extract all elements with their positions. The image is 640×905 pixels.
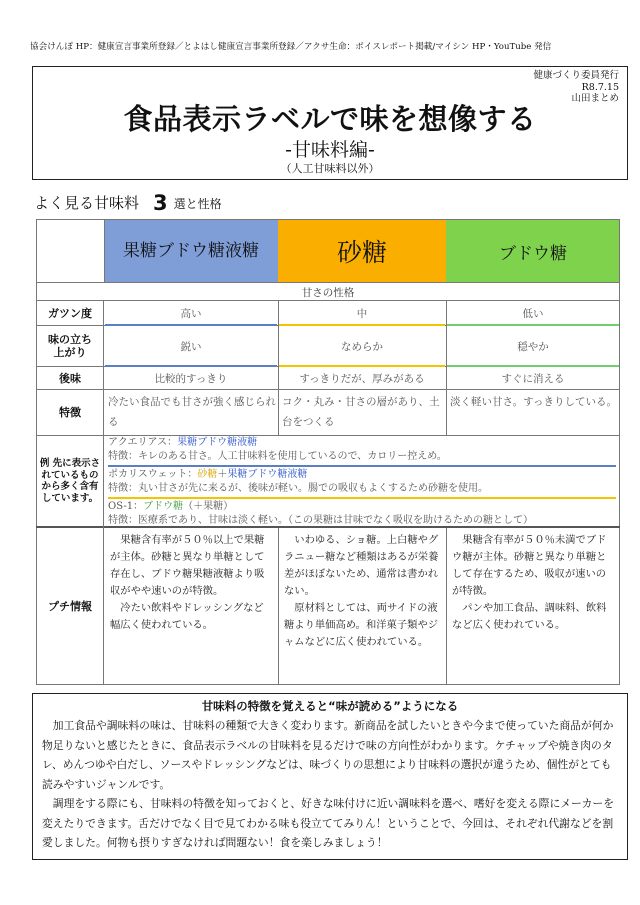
color-band: [447, 365, 619, 367]
issue-date: R8.7.15: [581, 81, 619, 93]
impact-sugar: 中: [356, 307, 368, 320]
table-divider: [36, 435, 620, 436]
tip-hfcs: [110, 532, 272, 634]
table-border-left: [36, 219, 37, 685]
column-header-glucose: ブドウ糖: [446, 220, 620, 282]
tip-paragraph: いわゆる、ショ糖。上白糖やグラニュー糖など種類はあるが栄養差がほぼないため、通常は書かれない。: [284, 534, 439, 597]
example-ingredient: 砂糖: [197, 469, 218, 480]
features-glucose: 淡く軽い甘さ。すっきりしている。: [450, 396, 617, 408]
section-heading: [34, 191, 222, 215]
row-label-aftertaste: 後味: [59, 371, 81, 385]
sweetener-table: [36, 219, 620, 685]
row-label-onset: 味の立ち上がり: [48, 333, 92, 359]
tips-label: プチ情報: [48, 600, 92, 613]
author-name: 山田まとめ: [571, 93, 619, 104]
example-ingredient: 果糖ブドウ糖液糖: [227, 469, 308, 480]
page-title: 食品表示ラベルで味を想像する: [123, 102, 537, 136]
column-header-hfcs: 果糖ブドウ糖液糖: [104, 220, 278, 282]
example-product-aquarius: [108, 437, 257, 449]
page-subtitle: -甘味料編-: [285, 139, 375, 161]
color-band: [279, 365, 445, 367]
example-ingredient: ブドウ糖: [143, 501, 184, 512]
table-divider-vertical: [278, 528, 279, 685]
row-label-features: 特徴: [59, 406, 81, 419]
subtitle-note: （人工甘味料以外）: [280, 162, 380, 175]
color-band: [108, 465, 616, 467]
tip-paragraph: 原材料としては、両サイドの液糖より単価高め。和洋菓子類やジャムなどに広く使われている。: [284, 602, 439, 648]
tip-glucose: [452, 532, 614, 634]
example-product-name: アクエリアス：: [108, 437, 178, 448]
example-product-name: OS-1：: [108, 501, 144, 512]
table-divider-vertical: [446, 300, 447, 436]
tip-sugar: [284, 532, 440, 651]
aftertaste-hfcs: 比較的すっきり: [154, 372, 228, 385]
header-note: 協会けんぽ HP：健康宣言事業所登録／とよはし健康宣言事業所登録／アクサ生命：ボイスレポート掲載/マイシン HP・YouTube 発信: [30, 42, 552, 52]
sweetness-header: 甘さの性格: [301, 286, 355, 299]
summary-body: [42, 716, 620, 853]
color-band: [279, 324, 445, 326]
section-heading-suffix: 選と性格: [173, 197, 222, 211]
example-feature-os1: 特徴：医療系であり、甘味は淡く軽い。（この果糖は甘味でなく吸収を助けるための糖として）: [108, 515, 533, 526]
table-divider-vertical: [104, 219, 105, 283]
examples-area: [108, 436, 618, 526]
example-product-pocari: [108, 469, 307, 481]
table-divider: [36, 282, 620, 283]
example-feature-pocari: 特徴：丸い甘さが先に来るが、後味が軽い。腸での吸収もよくするため砂糖を使用。: [108, 483, 488, 494]
tip-paragraph: パンや加工食品、調味料、飲料など広く使われている。: [452, 602, 607, 631]
tip-paragraph: 果糖含有率が５０％未満でブドウ糖が主体。砂糖と異なり単糖として存在するため、吸収が速いのが特徴。: [452, 534, 607, 597]
onset-glucose: 穏やか: [517, 340, 549, 353]
title-box: [32, 66, 628, 180]
table-divider: [36, 526, 620, 528]
aftertaste-glucose: すぐに消える: [501, 372, 565, 385]
examples-label: 例 先に表示されているものから多く含有しています。: [39, 458, 101, 504]
color-band: [105, 324, 277, 326]
color-band: [447, 324, 619, 326]
onset-hfcs: 鋭い: [180, 340, 202, 353]
color-band: [105, 365, 277, 367]
summary-heading: 甘味料の特徴を覚えると“味が読める”ようになる: [201, 699, 459, 713]
summary-paragraph: 加工食品や調味料の味は、甘味料の種類で大きく変わります。新商品を試したいときや今まで使っていた商品が何か物足りないと感じたときに、食品表示ラベルの甘味料を見るだけで味の方向性がわかります。ケチャップや焼き肉のタレ、めんつゆや白だし、ソースやドレッシングなどは、味づくりの思想により甘味料の選択が違うため、個性がとても読みやすいジャンルです。: [42, 719, 614, 791]
table-divider-vertical: [446, 528, 447, 685]
aftertaste-sugar: すっきりだが、厚みがある: [299, 372, 425, 385]
column-header-sugar: 砂糖: [278, 220, 446, 282]
example-feature-aquarius: 特徴：キレのある甘さ。人工甘味料を使用しているので、カロリー控えめ。: [108, 451, 447, 462]
row-label-impact: ガツン度: [48, 306, 92, 320]
section-heading-prefix: よく見る甘味料: [34, 194, 140, 212]
table-divider: [36, 300, 620, 301]
example-product-os1: [108, 501, 233, 513]
impact-glucose: 低い: [522, 307, 544, 320]
section-heading-number: 3: [153, 191, 168, 215]
example-ingredient: 果糖ブドウ糖液糖: [177, 437, 258, 448]
committee-name: 健康づくり委員発行: [533, 70, 619, 81]
features-hfcs: 冷たい食品でも甘さが強く感じられる: [108, 396, 276, 428]
table-border-right: [619, 219, 620, 685]
table-divider-vertical: [278, 300, 279, 436]
summary-box: [32, 693, 628, 860]
tip-paragraph: 果糖含有率が５０％以上で果糖が主体。砂糖と異なり単糖として存在し、ブドウ糖果糖液糖より吸収がやや速いのが特徴。: [110, 534, 265, 597]
color-band: [108, 497, 616, 499]
example-ingredient-plus: ＋: [217, 469, 228, 480]
table-border-top: [36, 219, 620, 220]
onset-sugar: なめらか: [341, 340, 383, 353]
features-sugar: コク・丸み・甘さの層があり、土台をつくる: [282, 396, 440, 428]
summary-paragraph: 調理をする際にも、甘味料の特徴を知っておくと、好きな味付けに近い調味料を選べ、嗜好を変える際にメーカーを変えたりできます。舌だけでなく目で見てわかる味も役立ててみりん！ということで、今回は、それぞれ代謝などを割愛しました。何物も摂りすぎなければ問題ない！食を楽しみましょう！: [42, 797, 615, 849]
example-ingredient-note: （＋果糖）: [183, 501, 234, 512]
tip-paragraph: 冷たい飲料やドレッシングなど幅広く使われている。: [110, 602, 264, 631]
impact-hfcs: 高い: [180, 307, 202, 320]
table-border-bottom: [36, 684, 620, 685]
table-divider-vertical: [103, 300, 104, 685]
table-divider: [36, 389, 620, 390]
example-product-name: ポカリスウェット：: [108, 469, 198, 480]
